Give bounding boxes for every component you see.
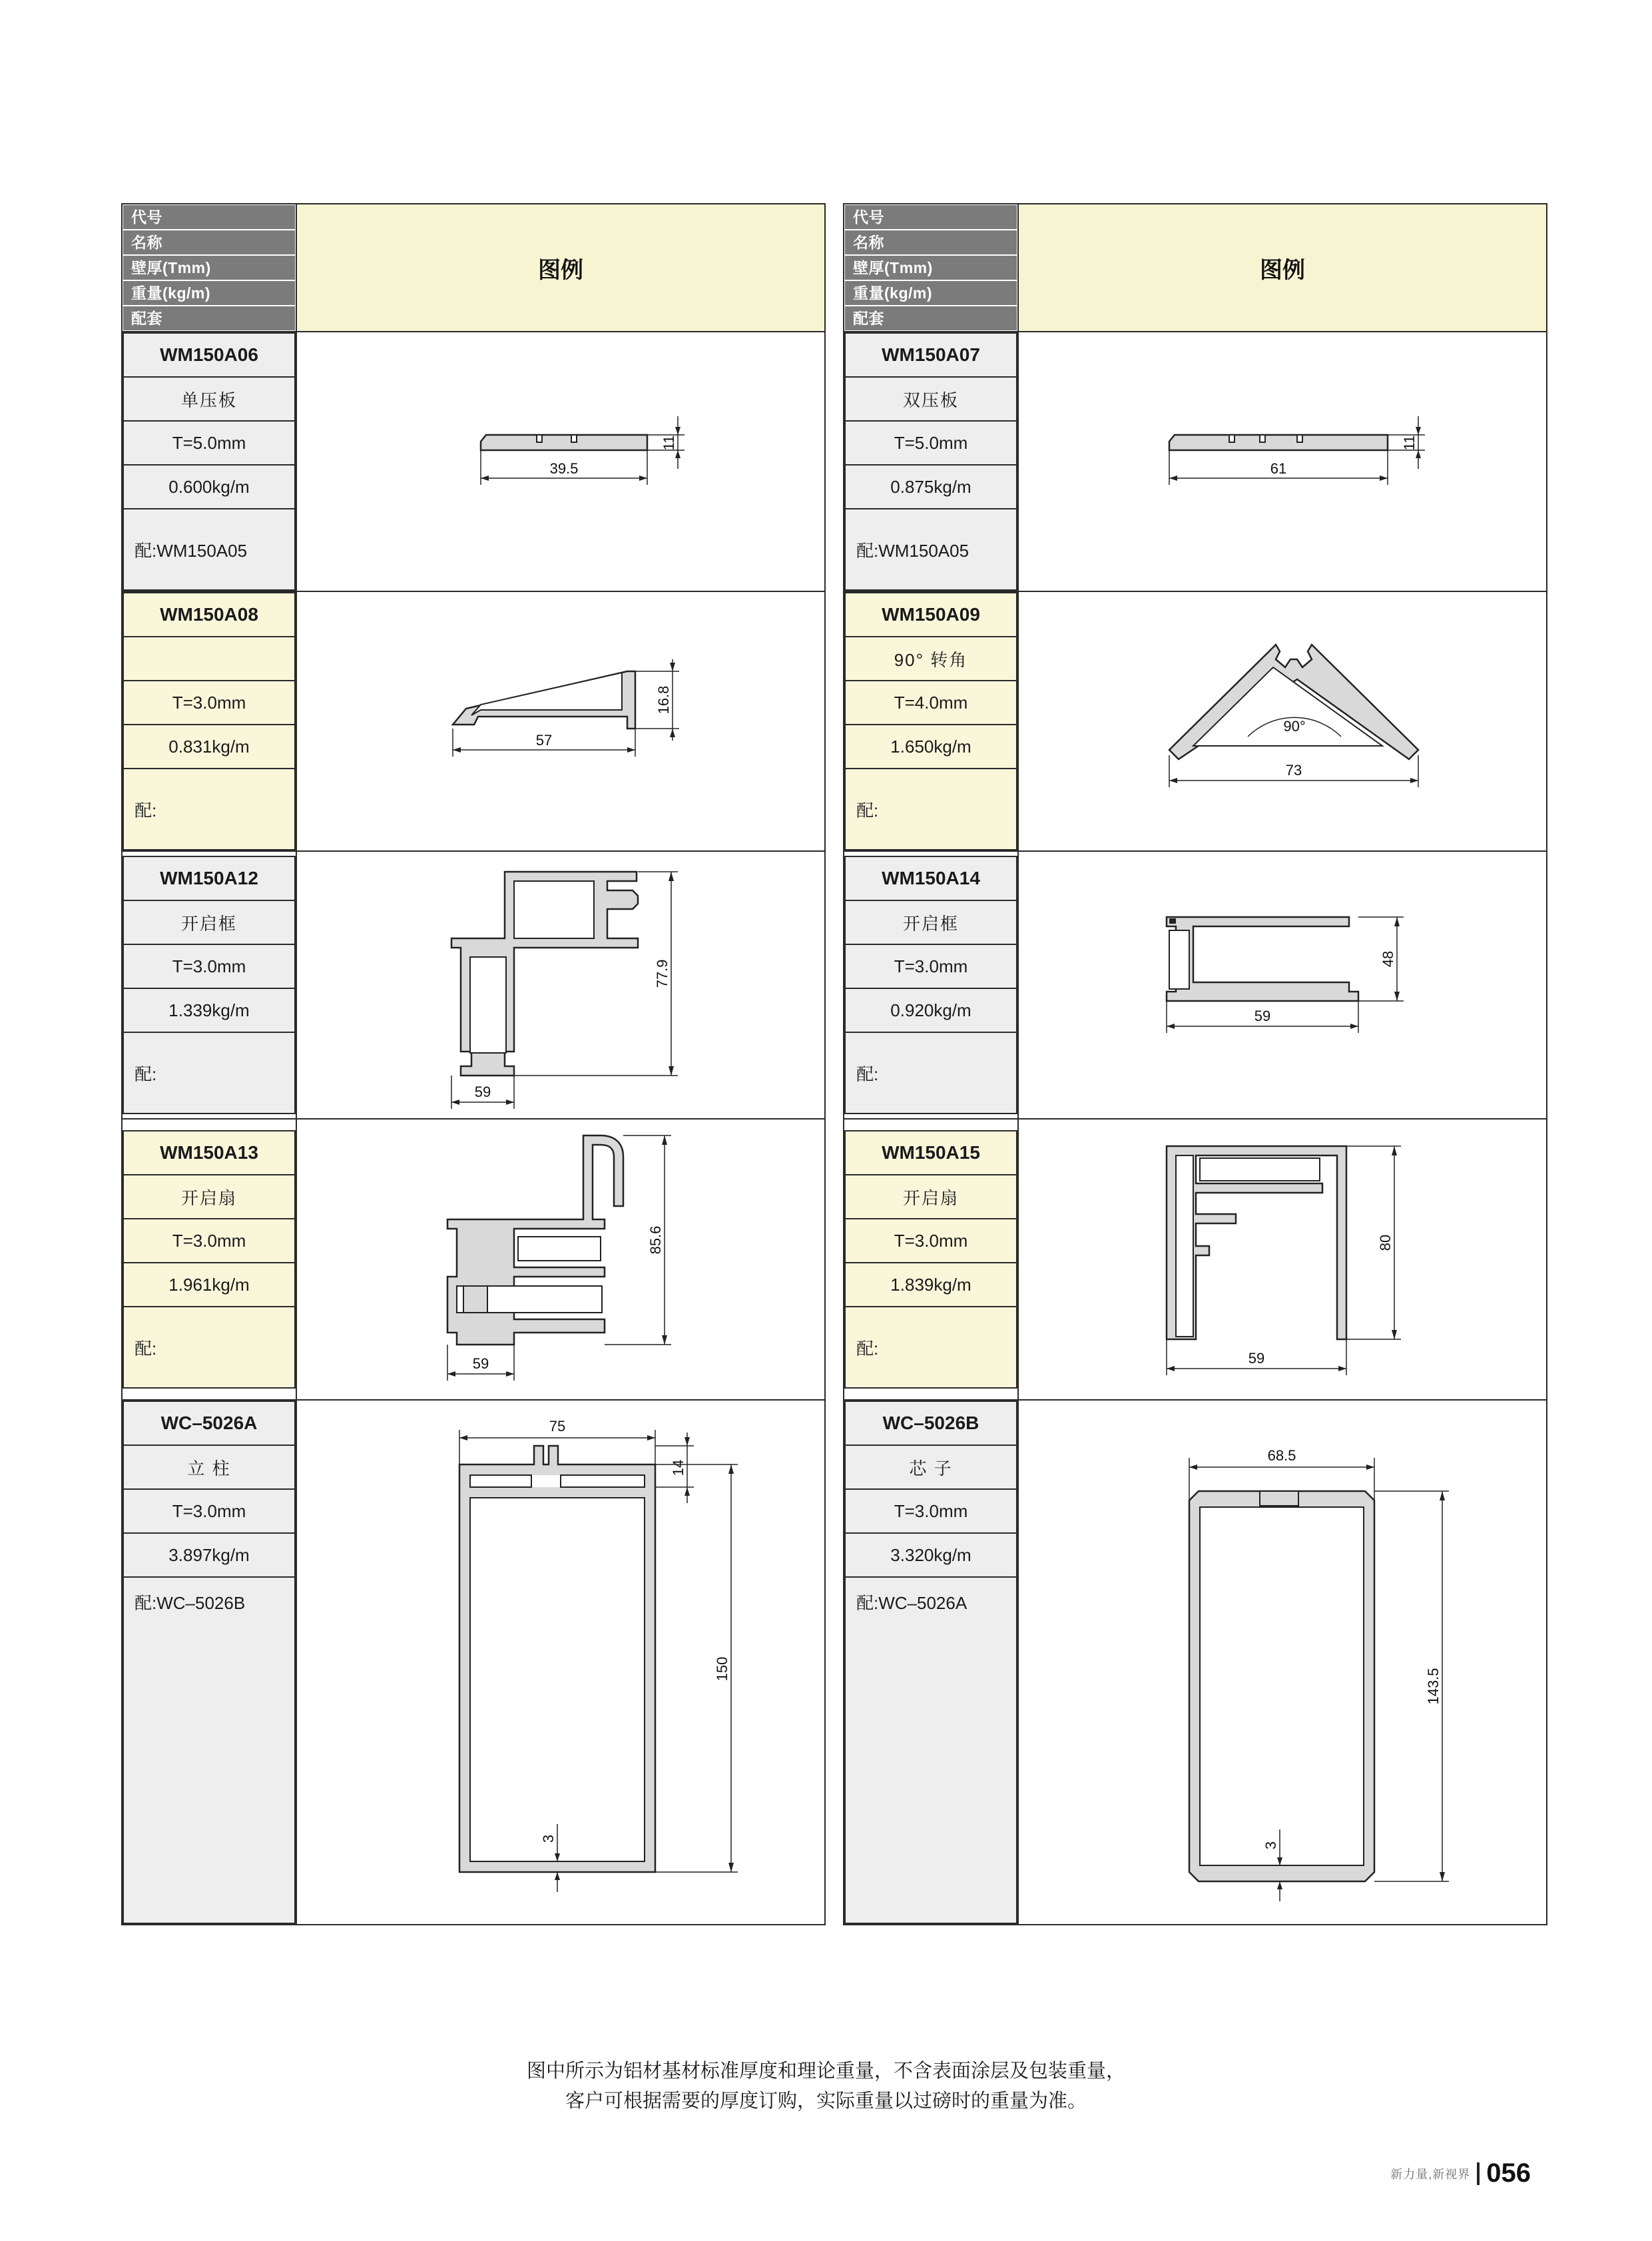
footer-slogan: 新力量,新视界 xyxy=(1390,2168,1471,2181)
figure-sash-hook xyxy=(297,1120,824,1399)
profile-fitting: 配: xyxy=(845,769,1017,850)
profile-thickness: T=3.0mm xyxy=(845,1219,1017,1263)
profile-catalog-table xyxy=(121,203,1547,1925)
profile-code: WM150A15 xyxy=(845,1131,1017,1175)
profile-figure xyxy=(1018,1400,1547,1925)
profile-code: WC–5026B xyxy=(845,1401,1017,1445)
profile-code: WM150A13 xyxy=(123,1131,295,1175)
table-header-row xyxy=(122,204,1547,332)
footer-divider xyxy=(1477,2162,1480,2185)
figure-flat-plate xyxy=(297,342,824,581)
profile-thickness: T=3.0mm xyxy=(123,944,295,988)
table-row xyxy=(122,1119,1547,1400)
profile-weight: 3.897kg/m xyxy=(123,1533,295,1577)
footnote-line-2: 客户可根据需要的厚度订购，实际重量以过磅时的重量为准。 xyxy=(565,2090,1087,2112)
header-legend-right: 图例 xyxy=(1018,204,1547,332)
svg-text:85.6: 85.6 xyxy=(647,1225,664,1255)
profile-figure xyxy=(1018,332,1547,591)
profile-name: 双压板 xyxy=(845,377,1017,421)
svg-text:150: 150 xyxy=(714,1656,730,1682)
header-name-right: 名称 xyxy=(844,230,1017,255)
figure-mullion xyxy=(297,1406,824,1919)
header-fitting-right: 配套 xyxy=(844,306,1017,331)
figure-corner90 xyxy=(1019,598,1546,844)
profile-name: 单压板 xyxy=(123,377,295,421)
profile-name: 芯 子 xyxy=(845,1445,1017,1489)
spec-block xyxy=(844,1119,1018,1400)
svg-text:59: 59 xyxy=(1254,1008,1271,1024)
spec-block xyxy=(122,1400,296,1925)
profile-name xyxy=(123,637,295,681)
profile-figure xyxy=(296,1119,825,1400)
footnote-line-1: 图中所示为铝材基材标准厚度和理论重量，不含表面涂层及包装重量， xyxy=(526,2061,1125,2082)
header-name-left: 名称 xyxy=(123,230,296,255)
figure-wedge xyxy=(297,598,824,844)
profile-code: WM150A06 xyxy=(123,333,295,377)
profile-figure xyxy=(296,1400,825,1925)
profile-weight: 0.831kg/m xyxy=(123,725,295,769)
column-gap xyxy=(825,332,844,591)
profile-weight: 0.600kg/m xyxy=(123,465,295,509)
profile-weight: 0.920kg/m xyxy=(845,988,1017,1032)
header-weight-left: 重量(kg/m) xyxy=(123,280,296,306)
profile-thickness: T=3.0mm xyxy=(845,944,1017,988)
svg-text:143.5: 143.5 xyxy=(1425,1668,1442,1705)
profile-fitting: 配:WM150A05 xyxy=(845,509,1017,590)
figure-frame-tall xyxy=(297,852,824,1118)
header-spec-left xyxy=(122,204,296,332)
svg-text:16.8: 16.8 xyxy=(655,685,672,715)
page-number: 056 xyxy=(1486,2158,1531,2188)
profile-fitting: 配:WC–5026B xyxy=(123,1577,295,1923)
svg-text:59: 59 xyxy=(1248,1350,1265,1367)
profile-fitting: 配: xyxy=(845,1307,1017,1388)
table-row xyxy=(122,332,1547,591)
header-legend-left: 图例 xyxy=(296,204,825,332)
svg-text:75: 75 xyxy=(549,1418,566,1435)
figure-core xyxy=(1019,1406,1546,1919)
header-code-right: 代号 xyxy=(844,204,1017,230)
profile-code: WM150A12 xyxy=(123,856,295,900)
profile-code: WM150A09 xyxy=(845,593,1017,637)
profile-thickness: T=3.0mm xyxy=(123,1489,295,1533)
svg-text:68.5: 68.5 xyxy=(1267,1447,1296,1464)
profile-weight: 1.650kg/m xyxy=(845,725,1017,769)
profile-weight: 1.961kg/m xyxy=(123,1263,295,1307)
svg-text:59: 59 xyxy=(474,1084,491,1100)
header-code-left: 代号 xyxy=(123,204,296,230)
header-fitting-left: 配套 xyxy=(123,306,296,331)
profile-figure xyxy=(296,591,825,851)
figure-flat-plate-double xyxy=(1019,342,1546,581)
svg-text:61: 61 xyxy=(1270,460,1287,477)
header-thickness-right: 壁厚(Tmm) xyxy=(844,255,1017,280)
column-gap xyxy=(825,1119,844,1400)
svg-text:11: 11 xyxy=(661,435,677,451)
spec-block xyxy=(122,332,296,591)
profile-fitting: 配: xyxy=(123,769,295,850)
spec-block xyxy=(844,332,1018,591)
spec-block xyxy=(122,591,296,851)
column-gap xyxy=(825,591,844,851)
profile-code: WC–5026A xyxy=(123,1401,295,1445)
profile-fitting: 配:WC–5026A xyxy=(845,1577,1017,1923)
profile-thickness: T=5.0mm xyxy=(845,421,1017,465)
profile-code: WM150A08 xyxy=(123,593,295,637)
header-thickness-left: 壁厚(Tmm) xyxy=(123,255,296,280)
svg-text:80: 80 xyxy=(1377,1234,1394,1251)
table-row xyxy=(122,851,1547,1119)
profile-fitting: 配: xyxy=(845,1032,1017,1114)
table-row xyxy=(122,591,1547,851)
profile-figure xyxy=(296,851,825,1119)
profile-weight: 3.320kg/m xyxy=(845,1533,1017,1577)
column-gap xyxy=(825,1400,844,1925)
header-weight-right: 重量(kg/m) xyxy=(844,280,1017,306)
svg-text:39.5: 39.5 xyxy=(549,460,579,477)
svg-text:90°: 90° xyxy=(1283,718,1306,735)
profile-fitting: 配: xyxy=(123,1032,295,1114)
spec-block xyxy=(844,591,1018,851)
profile-thickness: T=3.0mm xyxy=(123,681,295,725)
profile-figure xyxy=(1018,851,1547,1119)
figure-sash-box xyxy=(1019,1120,1546,1399)
profile-code: WM150A07 xyxy=(845,333,1017,377)
spec-block xyxy=(844,851,1018,1119)
profile-weight: 1.839kg/m xyxy=(845,1263,1017,1307)
spec-block xyxy=(122,851,296,1119)
profile-figure xyxy=(1018,591,1547,851)
svg-text:3: 3 xyxy=(540,1834,557,1843)
footnote xyxy=(0,2057,1652,2116)
svg-text:48: 48 xyxy=(1380,950,1396,968)
profile-name: 90° 转角 xyxy=(845,637,1017,681)
profile-name: 开启扇 xyxy=(123,1175,295,1219)
profile-name: 开启扇 xyxy=(845,1175,1017,1219)
profile-fitting: 配: xyxy=(123,1307,295,1388)
header-spec-right xyxy=(844,204,1018,332)
svg-text:59: 59 xyxy=(472,1355,489,1372)
spec-block xyxy=(844,1400,1018,1925)
svg-text:14: 14 xyxy=(670,1459,687,1476)
column-gap xyxy=(825,851,844,1119)
profile-name: 开启框 xyxy=(845,900,1017,944)
svg-text:73: 73 xyxy=(1285,762,1302,779)
column-gap xyxy=(825,204,844,332)
svg-text:77.9: 77.9 xyxy=(654,959,671,988)
profile-code: WM150A14 xyxy=(845,856,1017,900)
svg-text:57: 57 xyxy=(535,732,553,749)
svg-text:11: 11 xyxy=(1401,435,1418,451)
profile-figure xyxy=(296,332,825,591)
svg-text:3: 3 xyxy=(1262,1841,1279,1850)
spec-block xyxy=(122,1119,296,1400)
figure-frame-short xyxy=(1019,852,1546,1118)
profile-thickness: T=3.0mm xyxy=(845,1489,1017,1533)
profile-weight: 0.875kg/m xyxy=(845,465,1017,509)
page-footer xyxy=(1390,2160,1531,2186)
profile-thickness: T=3.0mm xyxy=(123,1219,295,1263)
profile-name: 开启框 xyxy=(123,900,295,944)
profile-fitting: 配:WM150A05 xyxy=(123,509,295,590)
profile-figure xyxy=(1018,1119,1547,1400)
profile-thickness: T=5.0mm xyxy=(123,421,295,465)
profile-thickness: T=4.0mm xyxy=(845,681,1017,725)
profile-name: 立 柱 xyxy=(123,1445,295,1489)
profile-weight: 1.339kg/m xyxy=(123,988,295,1032)
table-row xyxy=(122,1400,1547,1925)
